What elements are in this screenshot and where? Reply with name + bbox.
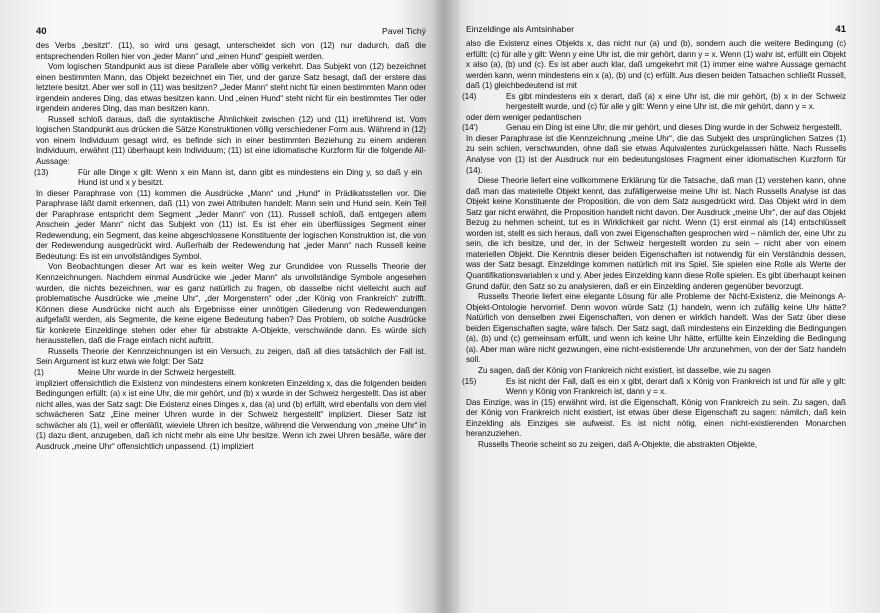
example-1	[36, 368, 426, 379]
example-15	[462, 376, 846, 398]
paragraph: Von Beobachtungen dieser Art war es kein weiter Weg zur Grundidee von Russells Theorie der Kennzeichnungen. Nachdem einmal Ausdrücke wie „jeder Mann“ als unvollständige Symbole angesehen wurden, die nichts bezeichnen, war es ganz natürlich zu fragen, ob dasselbe nicht vielleicht auch auf problematische Ausdrücke wie „meine Uhr“, „der Morgenstern“ oder „der König von Frankreich“ zutrifft. Können diese Ausdrücke nicht auch als Ergebnisse einer unnötigen Gliederung von Redewendungen aufgefaßt werden, als Segmente, die keine eigene Bedeutung haben? Das Problem, ob solche Ausdrücke für konkrete Einzeldinge stehen oder eher für abstrakte A-Objekte, verschwände dann. Es würde sich herausstellen, daß die Frage einfach nicht auftritt.	[36, 262, 426, 346]
example-14	[462, 91, 846, 113]
example-text: Meine Uhr wurde in der Schweiz hergestellt.	[78, 367, 237, 377]
example-number: (14')	[462, 123, 478, 133]
paragraph: In dieser Paraphrase ist die Kennzeichnung „meine Uhr“, die das Subjekt des ursprünglichen Satzes (1) zu sein schien, verschwunden, ohne daß sie etwas Äquivalentes zurückgelassen hätte. Nach Russells Analyse von (1) ist der Ausdruck nur ein bedeutungsloses Fragment einer idiomatischen Kurzform für (14).	[466, 133, 846, 175]
example-14-prime	[462, 123, 846, 134]
example-number: (13)	[34, 167, 49, 177]
example-number: (15)	[462, 376, 477, 386]
paragraph: des Verbs „besitzt“. (11), so wird uns gesagt, unterscheidet sich von (12) nur dadurch, daß die entsprechenden Rollen hier von „jeder Mann“ und „einen Hund“ gespielt werden.	[36, 41, 426, 61]
paragraph: Zu sagen, daß der König von Frankreich nicht existiert, ist dasselbe, wie zu sagen	[478, 365, 771, 375]
paragraph: Vom logischen Standpunkt aus ist diese Parallele aber völlig verkehrt. Das Subjekt von (12) bezeichnet einen bestimmten Mann, das Objekt bezeichnet ein Tier, und der ganze Satz besagt, daß der erstere das letztere besitzt. Aber wer soll in (11) was besitzen? „Jeder Mann“ steht nicht für einen bestimmten Mann oder irgendein anderes Ding, das etwas besitzen kann. Und „einen Hund“ steht nicht für ein bestimmtes Tier oder irgendein anderes Ding, das man besitzen kann.	[36, 62, 426, 114]
paragraph: Diese Theorie liefert eine vollkommene Erklärung für die Tatsache, daß man (1) verstehen kann, ohne daß man das materielle Objekt kennt, das zufälligerweise meine Uhr ist. Nach Russells Analyse ist das Objekt keine Konstituente der Proposition, die von dem Satz ausgedrückt wird. Das Objekt wird in dem Satz gar nicht erwähnt, die Proposition handelt nicht davon. Der Ausdruck „meine Uhr“, der auf das Objekt Bezug zu nehmen scheint, tut es in Wirklichkeit gar nicht. Wenn (1) erst einmal als (14) entschlüsselt worden ist, stellt es sich heraus, daß von zwei Eigenschaften gesprochen wird – nämlich der, eine Uhr zu sein, die ich besitze, und der, in der Schweiz hergestellt worden zu sein – nicht aber von einem materiellen Objekt. Die Kenntnis dieser beiden Eigenschaften ist notwendig für ein Verständnis dessen, was der Satz besagt. Einzeldinge kommen natürlich mit ins Spiel. Sie spielen eine Rolle als Werte der Quantifikationsvariablen x und y. Aber jedes Einzelding kann diese Rolle spielen. Es gibt überhaupt keinen Grund dafür, den Satz so zu analysieren, daß er ein Einzelding anderen gegenüber bevorzugt.	[466, 176, 846, 291]
left-page-body	[36, 41, 426, 452]
paragraph: Russells Theorie der Kennzeichnungen ist ein Versuch, zu zeigen, daß all dies tatsächlich der Fall ist. Sein Argument ist kurz etwa wie folgt: Der Satz	[36, 346, 426, 367]
example-13	[36, 168, 426, 189]
paragraph: impliziert offensichtlich die Existenz von mindestens einem konkreten Einzelding x, das die folgenden beiden Bedingungen erfüllt: (a) x ist eine Uhr, die mir gehört, und (b) x wurde in der Schweiz hergestellt. Das ist aber nicht alles, was der Satz sagt: Die Existenz eines Dinges x, das (a) und (b) erfüllt, wird ebenfalls von dem viel schwächeren Satz „Eine meiner Uhren wurde in der Schweiz hergestellt“ impliziert. Dieser Satz ist schwächer als (1), weil er offenläßt, wieviele Uhren ich besitze, während die Verwendung von „meine Uhr“ in (1) dazu dient, anzugeben, daß ich nicht mehr als eine Uhr besitze. Wenn ich zwei Uhren besäße, wäre der Ausdruck „meine Uhr“ offensichtlich unpassend. (1) impliziert	[36, 378, 426, 451]
right-page	[450, 0, 880, 613]
paragraph: In dieser Paraphrase von (11) kommen die Ausdrücke „Mann“ und „Hund“ in Prädikatsstellen vor. Die Paraphrase läßt damit erkennen, daß (11) von zwei Attributen handelt: Mann sein und Hund sein. Kein Teil der Paraphrase entspricht dem Segment „Jeder Mann“ von (11). Russell schloß, daß entgegen allem Anschein „jeder Mann“ nicht das Subjekt von (11) ist. Es ist eher ein überflüssiges Segment einer Redewendung, ein Segment, das keine abgeschlossene Konstituente der logischen Konstruktion ist, die von der Redewendung ausgedrückt wird. Außerhalb der Redewendung hat „jeder Mann“ nach Russell keine Bedeutung: Es ist ein unvollständiges Symbol.	[36, 188, 426, 261]
paragraph: Russell schloß daraus, daß die syntaktische Ähnlichkeit zwischen (12) und (11) irreführend ist. Vom logischen Standpunkt aus drücken die Sätze Konstruktionen völlig verschiedener Form aus. Während in (12) von einem Individuum gesagt wird, es befinde sich in einer bestimmten Beziehung zu einem anderen Individuum, erwähnt (11) überhaupt kein Individuum; (11) ist eine idiomatische Kurzform für die folgende All-Aussage:	[36, 114, 426, 167]
paragraph: Das Einzige, was in (15) erwähnt wird, ist die Eigenschaft, König von Frankreich zu sein. Zu sagen, daß der König von Frankreich nicht existiert, ist etwas über diese Eigenschaft zu sagen: nämlich, daß kein Einzelding als Einziges sie aufweist. Es ist nicht nötig, einen nicht-existierenden Monarchen heranzuziehen.	[466, 397, 846, 439]
example-text: Für alle Dinge x gilt: Wenn x ein Mann ist, dann gibt es mindestens ein Ding y, so daß y ein Hund ist und x y besitzt.	[78, 167, 422, 188]
paragraph: Russells Theorie scheint so zu zeigen, daß A-Objekte, die abstrakten Objekte,	[478, 439, 758, 449]
page-number: 41	[835, 24, 846, 35]
example-number: (14)	[462, 91, 477, 101]
example-text: Genau ein Ding ist eine Uhr, die mir gehört, und dieses Ding wurde in der Schweiz hergestellt.	[506, 123, 842, 133]
paragraph: also die Existenz eines Objekts x, das nicht nur (a) und (b), sondern auch die weitere Bedingung (c) erfüllt: (c) für alle y gilt: Wenn y eine Uhr ist, die mir gehört, dann y = x. Wenn (1) wahr ist, erfüllt ein Objekt x also (a), (b) und (c). Es ist aber auch klar, daß umgekehrt mit (1) immer eine wahre Aussage gemacht werden kann, wenn mindestens ein x (a), (b) und (c) erfüllt. Aus diesen beiden Tatsachen schließt Russell, daß (1) gleichbedeutend ist mit	[466, 39, 846, 91]
right-page-body	[462, 39, 846, 450]
running-head-chapter: Einzeldinge als Amtsinhaber	[466, 24, 574, 34]
example-text: Es gibt mindestens ein x derart, daß (a) x eine Uhr ist, die mir gehört, (b) x in der Schweiz hergestellt wurde, und (c) für alle y gilt: Wenn y eine Uhr ist, die mir gehört, dann y = x.	[506, 91, 846, 112]
paragraph: Russells Theorie liefert eine elegante Lösung für alle Probleme der Nicht-Existenz, die Meinongs A-Objekt-Ontologie hervorrief. Denn wovon würde Satz (1) handeln, wenn ich zufällig keine Uhr hätte? Natürlich von denselben zwei Eigenschaften, von denen er wirklich handelt. Was der Satz über diese beiden Eigenschaften sagte, wäre falsch. Der Satz sagt, daß mindestens ein Einzelding die Bedingungen (a), (b) und (c) gemeinsam erfüllt, und wenn ich keine Uhr hätte, erfüllte kein Einzelding die Bedingung (a). Aber man wäre nicht gezwungen, eine nicht-existierende Uhr anzunehmen, von der der Satz handeln soll.	[466, 292, 846, 365]
example-text: Es ist nicht der Fall, daß es ein x gibt, derart daß x König von Frankreich ist und für alle y gilt: Wenn y König von Frankreich ist, dann y = x.	[506, 376, 846, 397]
book-gutter	[432, 0, 460, 613]
paragraph: oder dem weniger pedantischen	[466, 112, 582, 122]
right-running-head	[466, 24, 846, 35]
running-head-author: Pavel Tichý	[382, 26, 426, 36]
page-number: 40	[36, 26, 47, 37]
example-number: (1)	[34, 367, 44, 377]
left-running-head	[36, 26, 426, 37]
